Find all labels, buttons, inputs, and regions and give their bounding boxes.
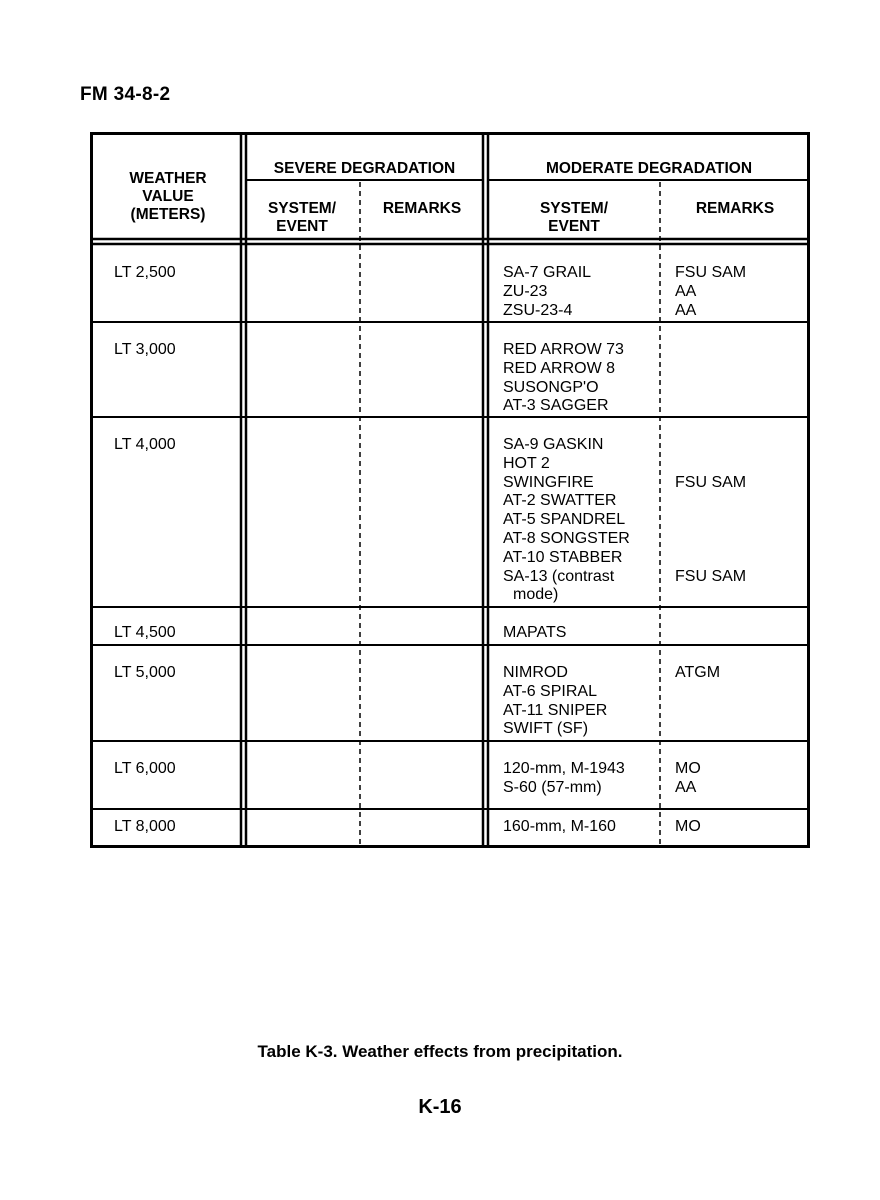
moderate-system-cell: MAPATS [503,624,567,641]
document-id: FM 34-8-2 [80,84,171,105]
weather-value-cell: LT 4,500 [114,624,176,641]
moderate-system-cell: NIMROD AT-6 SPIRAL AT-11 SNIPER SWIFT (SF) [503,664,608,738]
severe-remarks-header: REMARKS [382,200,462,217]
moderate-remarks-cell: FSU SAM [675,567,747,585]
weather-value-cell: LT 5,000 [114,664,176,681]
moderate-system-cell: 120-mm, M-1943 S-60 (57-mm) [503,760,625,796]
severe-degradation-header: SEVERE DEGRADATION [273,160,456,177]
severe-system-event-header: SYSTEM/ EVENT [267,200,337,235]
moderate-remarks-header: REMARKS [695,200,775,217]
moderate-system-cell: 160-mm, M-160 [503,818,616,835]
weather-value-cell: LT 3,000 [114,341,176,358]
weather-value-cell: LT 4,000 [114,436,176,453]
moderate-system-event-header: SYSTEM/ EVENT [539,200,609,235]
moderate-system-cell: SA-9 GASKIN HOT 2 SWINGFIRE AT-2 SWATTER AT-5 SPANDREL AT-8 SONGSTER AT-10 STABBER SA-13 (contrast mode) [503,436,630,604]
moderate-remarks-cell: FSU SAM [675,473,747,491]
moderate-remarks-cell: ATGM [675,664,721,681]
weather-effects-table [90,132,810,848]
weather-value-header: WEATHER VALUE (METERS) [129,170,207,223]
page-number: K-16 [418,1096,462,1118]
weather-value-cell: LT 8,000 [114,818,176,835]
weather-value-cell: LT 2,500 [114,264,176,281]
moderate-system-cell: RED ARROW 73 RED ARROW 8 SUSONGP'O AT-3 SAGGER [503,341,624,415]
moderate-remarks-cell: MO AA [675,760,701,796]
moderate-remarks-cell: MO [675,818,701,835]
weather-value-cell: LT 6,000 [114,760,176,777]
moderate-degradation-header: MODERATE DEGRADATION [545,160,753,177]
moderate-remarks-cell: FSU SAM AA AA [675,264,747,319]
moderate-system-cell: SA-7 GRAIL ZU-23 ZSU-23-4 [503,264,592,319]
table-caption: Table K-3. Weather effects from precipitation. [257,1042,623,1061]
